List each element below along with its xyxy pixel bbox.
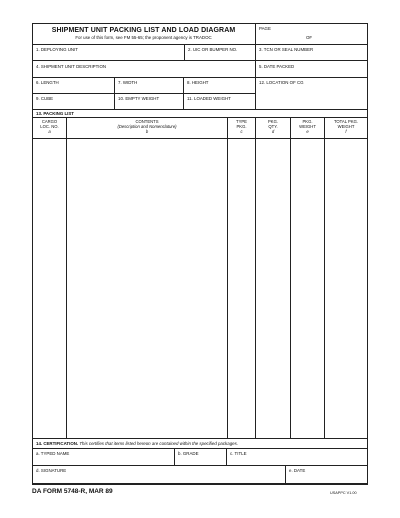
deploying-unit-label: 1. DEPLOYING UNIT xyxy=(36,47,78,52)
page-field[interactable] xyxy=(256,24,367,44)
form-header xyxy=(32,23,255,43)
loaded-weight-label: 11. LOADED WEIGHT xyxy=(187,96,231,101)
qty-column-area[interactable] xyxy=(256,139,290,438)
weight-column-area[interactable] xyxy=(291,139,324,438)
col-header-contents: CONTENTS (Description and Nomenclature) b xyxy=(117,119,177,134)
certification-title: 14. CERTIFICATION. xyxy=(36,441,79,446)
typed-name-field[interactable] xyxy=(33,449,174,465)
certification-line xyxy=(36,441,238,446)
signature-label: d. SIGNATURE xyxy=(36,468,67,473)
total-weight-column-area[interactable] xyxy=(325,139,367,438)
form-version: USAPPC V1.00 xyxy=(330,491,357,495)
height-field[interactable] xyxy=(184,78,255,93)
date-label: e. DATE xyxy=(289,468,306,473)
uic-label: 2. UIC OR BUMPER NO. xyxy=(188,47,238,52)
grade-field[interactable] xyxy=(175,449,226,465)
uic-field[interactable] xyxy=(185,45,255,60)
deploying-unit-field[interactable] xyxy=(33,45,184,60)
date-packed-label: 5. DATE PACKED xyxy=(259,64,295,69)
col-header-weight: PKG. WEIGHT e xyxy=(299,119,316,134)
grade-label: b. GRADE xyxy=(178,451,199,456)
date-field[interactable] xyxy=(286,466,367,483)
cube-label: 9. CUBE xyxy=(36,96,54,101)
col-header-type: TYPE PKG. c xyxy=(236,119,247,134)
packing-list-title: 13. PACKING LIST xyxy=(36,111,74,116)
length-label: 6. LENGTH xyxy=(36,80,59,85)
length-field[interactable] xyxy=(33,78,114,93)
signature-field[interactable] xyxy=(33,466,285,483)
empty-weight-field[interactable] xyxy=(115,94,183,109)
tcn-field[interactable] xyxy=(256,45,367,60)
loaded-weight-field[interactable] xyxy=(184,94,255,109)
cube-field[interactable] xyxy=(33,94,114,109)
col-header-total-weight: TOTAL PKG. WEIGHT f xyxy=(333,119,359,134)
typed-name-label: a. TYPED NAME xyxy=(36,451,70,456)
height-label: 8. HEIGHT xyxy=(187,80,209,85)
title-label: c. TITLE xyxy=(230,451,247,456)
border-bottom xyxy=(32,483,368,485)
description-field[interactable] xyxy=(33,61,255,77)
tcn-label: 3. TCN OR SEAL NUMBER xyxy=(259,47,314,52)
form-title: SHIPMENT UNIT PACKING LIST AND LOAD DIAGRAM xyxy=(51,27,236,34)
date-packed-field[interactable] xyxy=(256,61,367,77)
certification-text: This certifies that items listed hereon are contained within the specified packages. xyxy=(79,441,238,446)
page-label: PAGE xyxy=(259,26,271,31)
empty-weight-label: 10. EMPTY WEIGHT xyxy=(118,96,160,101)
contents-column-area[interactable] xyxy=(67,139,227,438)
col-header-cargo: CARGO LOC. NO. a xyxy=(40,119,59,134)
form-id: DA FORM 5748-R, MAR 89 xyxy=(32,488,113,495)
of-label: OF xyxy=(306,35,313,40)
col-header-qty: PKG. QTY. d xyxy=(267,119,278,134)
width-field[interactable] xyxy=(115,78,183,93)
form-subtitle: For use of this form, see FM 55-65; the proponent agency is TRADOC xyxy=(75,35,212,40)
width-label: 7. WIDTH xyxy=(118,80,138,85)
type-column-area[interactable] xyxy=(228,139,255,438)
title-field[interactable] xyxy=(227,449,367,465)
cargo-column-area[interactable] xyxy=(33,139,66,438)
border-right xyxy=(367,23,368,484)
cg-label: 12. LOCATION OF CG xyxy=(259,80,304,85)
description-label: 4. SHIPMENT UNIT DESCRIPTION xyxy=(36,64,107,69)
cg-field[interactable] xyxy=(256,78,367,109)
